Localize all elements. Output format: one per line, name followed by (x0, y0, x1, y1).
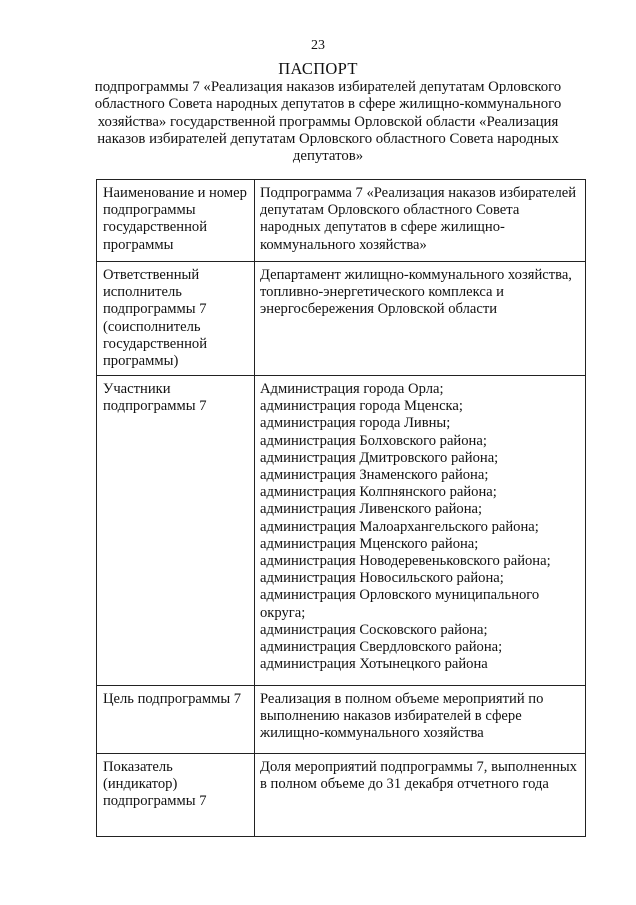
row-label-goal: Цель подпрограммы 7 (97, 686, 255, 754)
participant-item: администрация Сосковского района; (260, 621, 488, 638)
participant-item: администрация города Ливны; (260, 415, 451, 432)
participant-item: администрация Новосильского района; (260, 570, 504, 587)
participant-item: администрация Хотынецкого района (260, 656, 488, 673)
document-title: ПАСПОРТ (278, 59, 358, 78)
row-value-responsible: Департамент жилищно-коммунального хозяйства, топливно-энергетического комплекса и энергосбережения Орловской области (255, 262, 586, 376)
row-value-indicator: Доля мероприятий подпрограммы 7, выполненных в полном объеме до 31 декабря отчетного года (255, 754, 586, 837)
participant-item: администрация Орловского муниципального округа; (260, 587, 540, 621)
participant-item: администрация города Мценска; (260, 398, 463, 415)
participant-item: администрация Новодеревеньковского района; (260, 553, 551, 570)
row-value-name: Подпрограмма 7 «Реализация наказов избирателей депутатам Орловского областного Совета народных депутатов в сфере жилищно-коммунального хозяйства» (255, 180, 586, 262)
table-row-responsible (97, 262, 586, 376)
participants-list (255, 376, 586, 686)
table-row-goal (97, 686, 586, 754)
participant-item: администрация Свердловского района; (260, 639, 503, 656)
page-number: 23 (311, 38, 325, 53)
participant-item: администрация Мценского района; (260, 535, 479, 552)
document-subtitle: подпрограммы 7 «Реализация наказов избирателей депутатам Орловского областного Совета народных депутатов в сфере жилищно-коммунального хозяйства» государственной программы Орловской области «Реализация наказов избирателей депутатам Орловского областного Совета народных депутатов» (94, 79, 562, 165)
participant-item: администрация Малоархангельского района; (260, 518, 539, 535)
row-label-name: Наименование и номер подпрограммы государственной программы (97, 180, 255, 262)
row-label-responsible: Ответственный исполнитель подпрограммы 7 (соисполнитель государственной программы) (97, 262, 255, 376)
row-label-participants: Участники подпрограммы 7 (97, 376, 255, 686)
participant-item: администрация Дмитровского района; (260, 449, 499, 466)
table-row-indicator (97, 754, 586, 837)
table-row-name (97, 180, 586, 262)
passport-table (96, 179, 586, 837)
participant-item: администрация Болховского района; (260, 432, 487, 449)
table-row-participants (97, 376, 586, 686)
row-label-indicator: Показатель (индикатор) подпрограммы 7 (97, 754, 255, 837)
participant-item: Администрация города Орла; (260, 381, 444, 397)
participant-item: администрация Ливенского района; (260, 501, 483, 518)
participant-item: администрация Знаменского района; (260, 467, 489, 484)
participant-item: администрация Колпнянского района; (260, 484, 497, 501)
row-value-goal: Реализация в полном объеме мероприятий по выполнению наказов избирателей в сфере жилищно-коммунального хозяйства (255, 686, 586, 754)
